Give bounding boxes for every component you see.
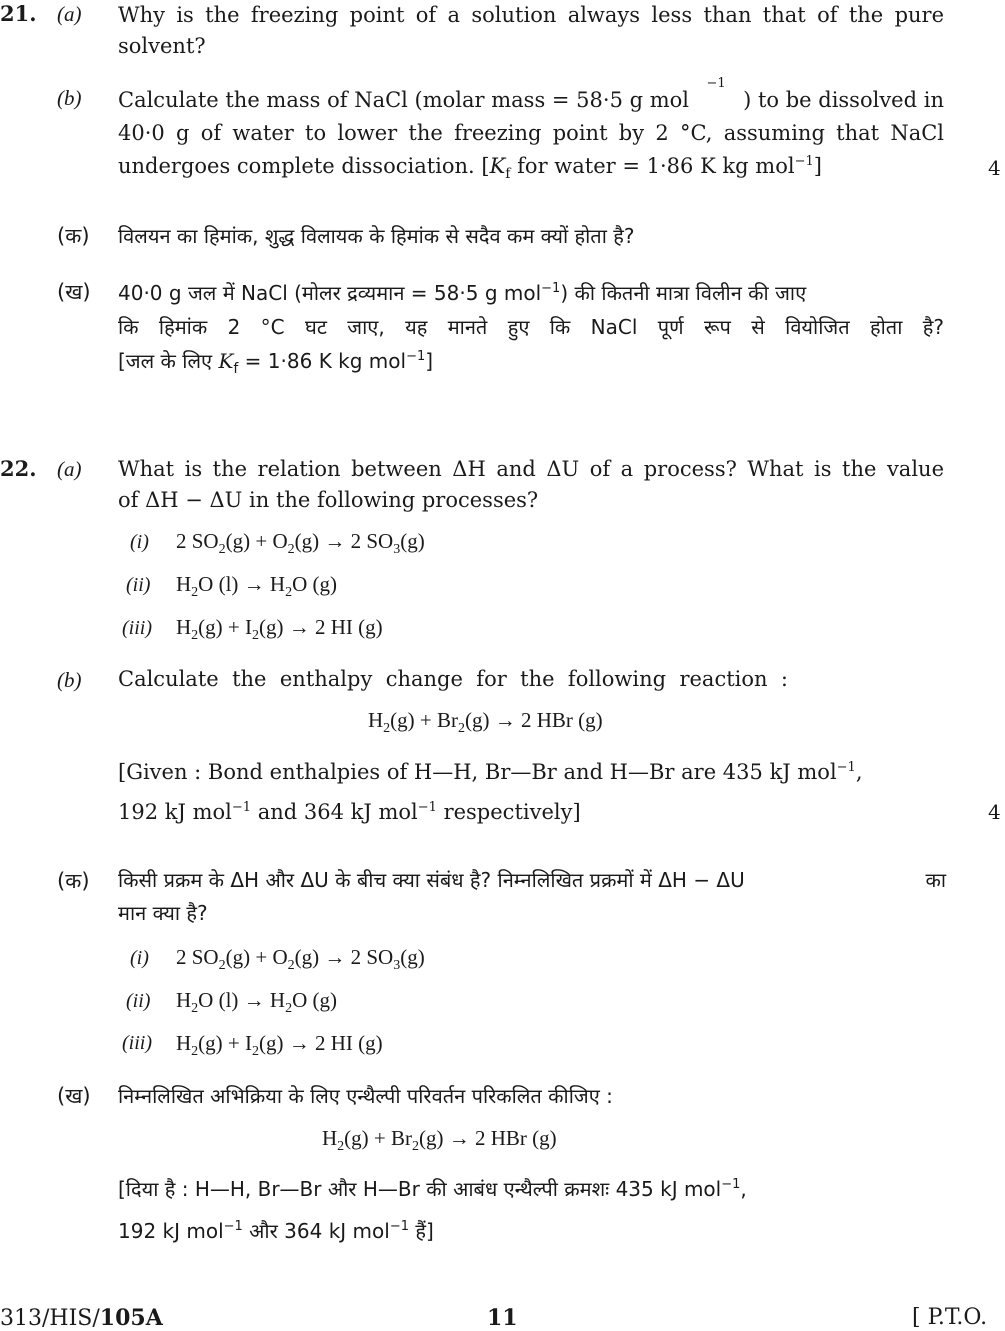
q21-part-a-text: [118, 0, 944, 62]
equation-4: $H_2(g) + Br_2(g) \to 2$ HBr (g): [368, 708, 603, 736]
sub-label-iii: (iii): [122, 617, 152, 639]
q22-diya-text: [दिया है : H—H, Br—Br और H—Br की आबंध एन्थैल्पी क्रमशः 435 kJ mol$^{-1}$, 192 kJ mol$^{-1}$ और 364 kJ mol$^{-1}$ हैं]: [118, 1177, 747, 1243]
part-ka-label: (क): [57, 869, 90, 893]
sub-label-ii: (ii): [126, 574, 151, 596]
equation-4-hindi: $H_2(g) + Br_2(g) \to 2$ HBr (g): [322, 1126, 557, 1154]
part-b-label: (b): [57, 86, 82, 110]
marks-q21: 4: [988, 156, 1001, 180]
part-kha-label: (ख): [57, 1084, 91, 1108]
part-b-label: (b): [57, 668, 82, 692]
sub-label-iii: (iii): [122, 1032, 152, 1054]
q21-part-b-text: Calculate the mass of NaCl (molar mass = 58·5 g mol −1 ) to be dissolved in 40·0 g of water to lower the freezing point by 2 °C, assuming that NaCl undergoes complete dissociation. [$K_f$ for water = 1·86 K kg mol$^{-1}$]: [118, 76, 944, 182]
q22-ka-text: किसी प्रक्रम के ΔH और ΔU के बीच क्या संबंध है? निम्नलिखित प्रक्रमों में ΔH − ΔU का मान क्या है?: [118, 868, 946, 925]
sub-label-i: (i): [130, 947, 149, 969]
equation-2: $H_2O$ $(l) \to H_2O$ (g): [176, 572, 337, 600]
part-a-label: (a): [57, 457, 82, 481]
equation-1: 2 $SO_2(g) + O_2(g) \to 2$ $SO_3(g)$: [176, 529, 425, 557]
part-a-label: (a): [57, 2, 82, 26]
sub-label-i: (i): [130, 531, 149, 553]
q22-part-b-text: Calculate the enthalpy change for the following reaction :: [118, 667, 788, 691]
equation-1-hindi: 2 $SO_2(g) + O_2(g) \to 2$ $SO_3(g)$: [176, 945, 425, 973]
q21-ka-text: विलयन का हिमांक, शुद्ध विलायक के हिमांक से सदैव कम क्यों होता है?: [118, 224, 635, 248]
q22-kha-text: निम्नलिखित अभिक्रिया के लिए एन्थैल्पी परिवर्तन परिकलित कीजिए :: [118, 1084, 613, 1108]
q21-a-line1: Why is the freezing point of a solution always less than that of the pure: [118, 3, 944, 27]
equation-3-hindi: $H_2(g) + I_2(g) \to 2$ HI (g): [176, 1031, 383, 1059]
equation-3: $H_2(g) + I_2(g) \to 2$ HI (g): [176, 615, 383, 643]
question-number-21: 21.: [0, 1, 37, 26]
pto-label: [ P.T.O.: [912, 1305, 988, 1330]
q21-kha-text: 40·0 g जल में NaCl (मोलर द्रव्यमान = 58·5 g mol$^{-1}$) की कितनी मात्रा विलीन की जाए कि हिमांक 2 °C घट जाए, यह मानते हुए कि NaCl पूर्ण रूप से वियोजित होता है? [जल के लिए $K_f = 1\cdot 86$ K kg mol$^{-1}$]: [118, 281, 944, 377]
part-kha-label: (ख): [57, 280, 91, 304]
sub-label-ii: (ii): [126, 990, 151, 1012]
q21-a-line2: solvent?: [118, 34, 206, 58]
q22-given-text: [Given : Bond enthalpies of H—H, Br—Br and H—Br are 435 kJ mol$^{-1}$, 192 kJ mol$^{-1}$ and 364 kJ mol$^{-1}$ respectively]: [118, 760, 863, 824]
question-number-22: 22.: [0, 456, 37, 481]
q22-part-a-text: What is the relation between ΔH and ΔU of a process? What is the value of ΔH − ΔU in the following processes?: [118, 457, 944, 512]
marks-q22: 4: [988, 800, 1001, 824]
paper-code: 313/HIS/105A: [0, 1305, 163, 1331]
equation-2-hindi: $H_2O$ $(l) \to H_2O$ (g): [176, 988, 337, 1016]
page-number: 11: [487, 1305, 518, 1331]
part-ka-label: (क): [57, 224, 90, 248]
